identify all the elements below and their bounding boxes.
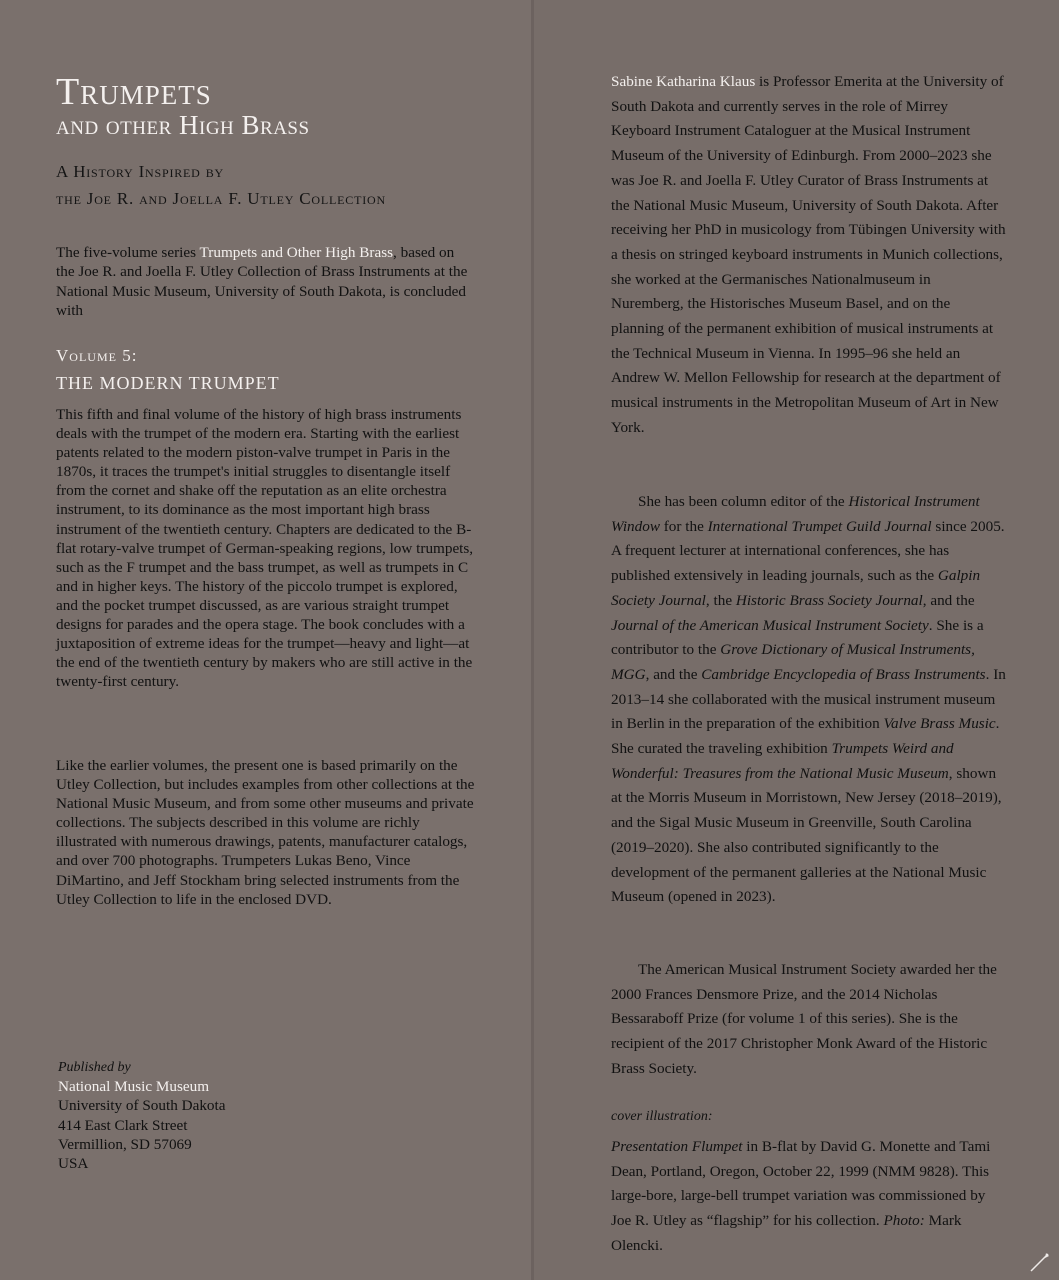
publication-title: Historical Instrument Window: [611, 493, 980, 535]
photographer-name: Mark Olencki.: [611, 1212, 962, 1254]
book-title: Trumpets: [56, 71, 212, 113]
series-name: Trumpets and Other High Brass: [199, 244, 394, 261]
volume-label: Volume 5:: [56, 346, 138, 365]
bio-text: . She curated the traveling exhibition: [611, 715, 1000, 758]
bio-text: She has been column editor of the: [638, 493, 849, 510]
publication-title: Cambridge Encyclopedia of Brass Instruments: [701, 665, 986, 683]
awards-text: The American Musical Instrument Society awarded her the 2000 Frances Densmore Prize, and the 2014 Nicholas Bessaraboff Prize (for volume 1 of this series). She is the recipient of the 2017 Christopher Monk Award of the Historic Brass Society.: [611, 961, 997, 1077]
cover-illustration-label: cover illustration:: [611, 1109, 713, 1124]
bio-text: for the: [659, 517, 708, 535]
quill-icon: [1028, 1250, 1052, 1274]
intro-text-end: , based on the Joe R. and Joella F. Utley Collection of Brass Instruments at the National Music Museum, University of South Dakota, is concluded with: [56, 244, 468, 319]
bio-text: . She is a contributor to the: [611, 616, 984, 659]
publisher-block: [58, 1058, 225, 1173]
bio-text: , and the: [645, 665, 702, 683]
bio-text: . In 2013–14 she collaborated with the musical instrument museum in Berlin in the preparation of the exhibition: [611, 665, 1006, 733]
cover-illustration-caption: [611, 1135, 1006, 1259]
book-subtitle-line2: the Joe R. and Joella F. Utley Collection: [56, 189, 386, 208]
description-paragraph-2: Like the earlier volumes, the present one is based primarily on the Utley Collection, but includes examples from other collections at the National Music Museum, and from some other museums and private collections. The subjects described in this volume are richly illustrated with numerous drawings, patents, manufacturer catalogs, and over 700 photographs. Trumpeters Lukas Beno, Vince DiMartino, and Jeff Stockham bring selected instruments from the Utley Collection to life in the enclosed DVD.: [56, 757, 475, 908]
book-title-line2: and other High Brass: [56, 110, 310, 140]
bio-text: , and the: [922, 591, 975, 609]
author-bio-paragraph-1: [611, 70, 1006, 441]
intro-text: The five-volume series: [56, 244, 200, 261]
publication-title: Historic Brass Society Journal: [735, 591, 923, 609]
bio-text: , the: [705, 591, 736, 609]
fold-line: [531, 0, 534, 1280]
publication-title: International Trumpet Guild Journal: [707, 517, 932, 535]
publication-title: Journal of the American Musical Instrument Society: [611, 616, 929, 634]
instrument-title: Presentation Flumpet: [611, 1138, 743, 1155]
volume-title: THE MODERN TRUMPET: [56, 373, 280, 393]
photo-label: Photo:: [883, 1212, 925, 1230]
author-bio-paragraph-3: [611, 958, 1006, 1082]
publisher-country: USA: [58, 1155, 89, 1173]
publisher-address-line: University of South Dakota: [58, 1097, 226, 1115]
publisher-address-line: 414 East Clark Street: [58, 1116, 188, 1134]
publisher-address-line: Vermillion, SD 57069: [58, 1135, 192, 1153]
publication-title: Grove Dictionary of Musical Instruments, MGG: [611, 641, 975, 683]
author-bio-text: is Professor Emerita at the University of South Dakota and currently serves in the role of Mirrey Keyboard Instrument Cataloguer at the Musical Instrument Museum of the University of Edinburgh. From 2000–2023 she was Joe R. and Joella F. Utley Curator of Brass Instruments at the National Music Museum, University of South Dakota. After receiving her PhD in musicology from Tübingen University with a thesis on stringed keyboard instruments in Munich collections, she worked at the Germanisches Nationalmuseum in Nuremberg, the Historisches Museum Basel, and on the planning of the permanent exhibition of musical instruments at the Technical Museum in Vienna. In 1995–96 she held an Andrew W. Mellon Fellowship for research at the department of musical instruments in the Metropolitan Museum of Art in New York.: [611, 73, 1006, 436]
publisher-label: Published by: [58, 1060, 131, 1075]
book-subtitle: A History Inspired by: [56, 162, 224, 181]
publisher-name: National Music Museum: [58, 1078, 210, 1096]
bio-text: since 2005. A frequent lecturer at international conferences, she has published extensively in leading journals, such as the: [611, 517, 1005, 585]
exhibition-title: Trumpets Weird and Wonderful: Treasures from the National Music Museum: [611, 740, 954, 782]
publication-title: Galpin Society Journal: [611, 567, 981, 609]
caption-text: in B-flat by David G. Monette and Tami Dean, Portland, Oregon, October 22, 1999 (NMM 9828). This large-bore, large-bell trumpet variation was commissioned by Joe R. Utley as “flagship” for his collection.: [611, 1138, 991, 1230]
bio-text: , shown at the Morris Museum in Morristown, New Jersey (2018–2019), and the Sigal Music Museum in Greenville, South Carolina (2019–2020). She also contributed significantly to the development of the permanent galleries at the National Music Museum (opened in 2023).: [611, 764, 1002, 906]
author-name: Sabine Katharina Klaus: [611, 73, 756, 90]
series-intro: [56, 243, 476, 320]
author-bio-paragraph-2: [611, 490, 1006, 910]
description-paragraph-1: This fifth and final volume of the history of high brass instruments deals with the trumpet of the modern era. Starting with the earliest patents related to the modern piston-valve trumpet in Paris in the 1870s, it traces the trumpet's initial struggles to disentangle itself from the cornet and shake off the reputation as an elite orchestra instrument, to its dominance as the most important high brass instrument of the twentieth century. Chapters are dedicated to the B-flat rotary-valve trumpet of German-speaking regions, low trumpets, such as the F trumpet and the bass trumpet, as well as trumpets in C and in higher keys. The history of the piccolo trumpet is explored, and the pocket trumpet discussed, as are various straight trumpet designs for parades and the opera stage. The book concludes with a juxtaposition of extreme ideas for the trumpet—heavy and light—at the end of the twentieth century by makers who are still active in the twenty-first century.: [56, 406, 474, 691]
exhibition-title: Valve Brass Music: [883, 715, 996, 733]
